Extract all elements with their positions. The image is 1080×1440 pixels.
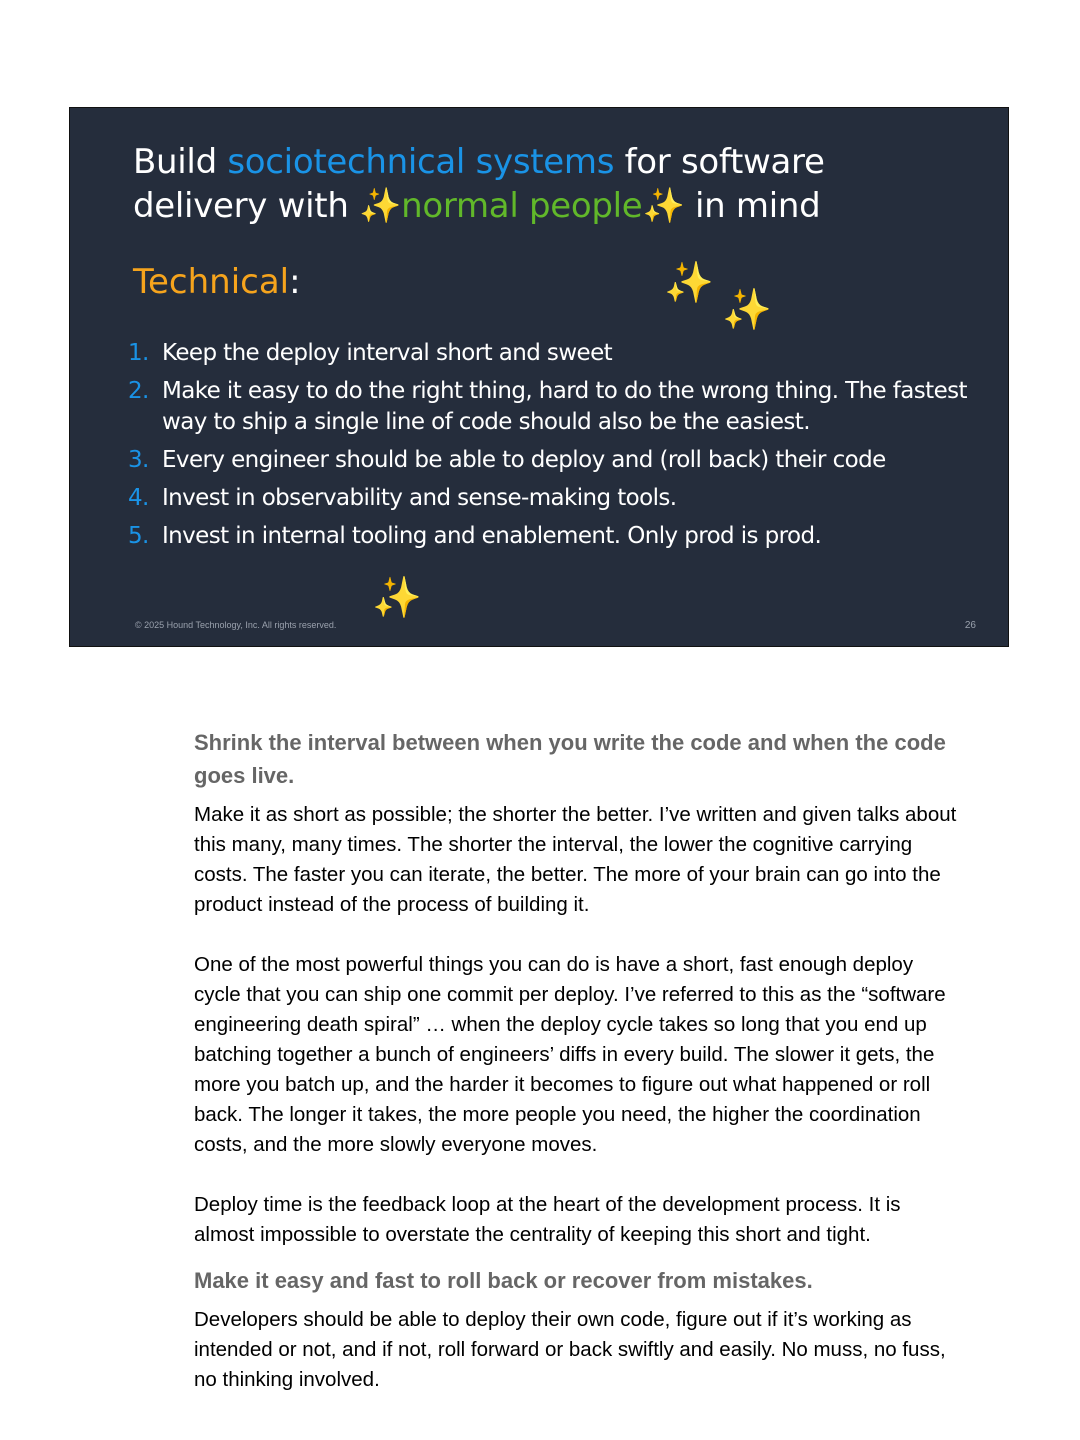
list-item-text: Invest in observability and sense-making tools. xyxy=(162,485,677,511)
list-item-number: 1. xyxy=(128,340,149,366)
sparkles-icon: ✨ xyxy=(359,186,402,226)
title-highlight-normal-people: normal people xyxy=(401,186,643,226)
list-item-text: Invest in internal tooling and enablement. Only prod is prod. xyxy=(162,523,822,549)
list-item xyxy=(128,376,988,438)
notes-paragraph: Make it as short as possible; the shorter the better. I’ve written and given talks about this many, many times. The shorter the interval, the lower the cognitive carrying costs. The faster you can iterate, the better. The more of your brain can go into the product instead of the process of building it. xyxy=(194,803,957,916)
slide-copyright: © 2025 Hound Technology, Inc. All rights reserved. xyxy=(135,620,337,630)
technical-list xyxy=(128,338,988,559)
section-label-colon: : xyxy=(289,262,301,302)
notes-paragraph: Deploy time is the feedback loop at the heart of the development process. It is almost impossible to overstate the centrality of keeping this short and tight. xyxy=(194,1193,901,1246)
list-item xyxy=(128,483,988,514)
sparkles-icon: ✨ xyxy=(372,576,422,620)
notes-paragraph: One of the most powerful things you can do is have a short, fast enough deploy cycle that you can ship one commit per deploy. I’ve referred to this as the “software engineering death spiral” … when the deploy cycle takes so long that you end up batching together a bunch of engineers’ diffs in every build. The slower it gets, the more you batch up, and the harder it becomes to figure out what happened or roll back. The longer it takes, the more people you need, the higher the coordination costs, and the more slowly everyone moves. xyxy=(194,953,946,1156)
section-label: Technical xyxy=(133,262,290,302)
presentation-slide xyxy=(69,107,1009,647)
list-item-number: 2. xyxy=(128,378,149,404)
notes-paragraph: Developers should be able to deploy their own code, figure out if it’s working as intended or not, and if not, roll forward or back swiftly and easily. No muss, no fuss, no thinking involved. xyxy=(194,1308,946,1391)
list-item-number: 3. xyxy=(128,447,149,473)
slide-page-number: 26 xyxy=(964,620,976,631)
list-item-text: Every engineer should be able to deploy and (roll back) their code xyxy=(162,447,886,473)
section-heading-technical xyxy=(133,260,301,304)
title-text-end: in mind xyxy=(684,186,821,226)
notes-heading-shrink-interval: Shrink the interval between when you write the code and when the code goes live. xyxy=(194,730,946,788)
title-text-middle: for software delivery with xyxy=(133,142,825,226)
sparkles-icon: ✨ xyxy=(722,288,772,332)
sparkles-icon: ✨ xyxy=(664,261,714,305)
notes-heading-roll-back: Make it easy and fast to roll back or recover from mistakes. xyxy=(194,1268,813,1293)
title-text-start: Build xyxy=(133,142,228,182)
list-item-number: 5. xyxy=(128,523,149,549)
slide-title xyxy=(133,140,953,228)
list-item-text: Keep the deploy interval short and sweet xyxy=(162,340,613,366)
list-item xyxy=(128,338,988,369)
list-item-number: 4. xyxy=(128,485,149,511)
list-item xyxy=(128,445,988,476)
sparkles-icon: ✨ xyxy=(642,186,685,226)
title-highlight-sociotechnical: sociotechnical systems xyxy=(227,142,615,182)
list-item xyxy=(128,521,988,552)
list-item-text: Make it easy to do the right thing, hard to do the wrong thing. The fastest way to ship a single line of code should also be the easiest. xyxy=(162,378,967,435)
speaker-notes xyxy=(194,726,964,1425)
